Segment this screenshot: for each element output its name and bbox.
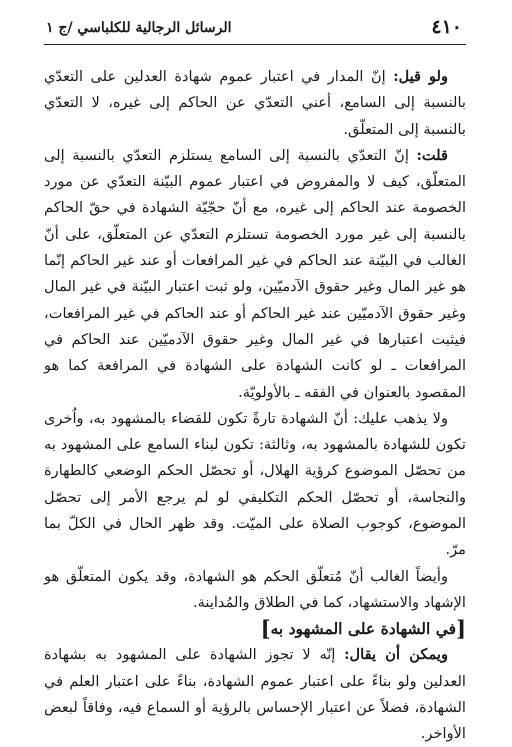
paragraph <box>44 143 466 406</box>
section-heading <box>44 616 466 642</box>
paragraph-lead: ولو قيل: <box>393 68 448 85</box>
header-divider <box>44 44 466 45</box>
paragraph <box>44 406 466 564</box>
running-title: الرسائل الرجالية للكلباسي /ج ١ <box>46 20 232 36</box>
paragraph <box>44 564 466 617</box>
paragraph-text: إنّه لا تجوز الشهادة على المشهود به بشهادة العدلين ولو بناءً على اعتبار عموم الشهادة، بناءً على اعتبار العلم في الشهادة، فضلاً عن اعتبار الإحساس بالرؤية أو السماع فيه، وفاقاً لبعض الأواخر. <box>44 646 466 743</box>
paragraph-text: إنّ المدار في اعتبار عموم شهادة العدلين على التعدّي بالنسبة إلى السامع، أعني التعدّي عن الحاكم إلى غيره، لا التعدّي بالنسبة إلى المتعلّق. <box>44 68 466 138</box>
page-number: ٤١٠ <box>431 16 462 38</box>
body-text <box>44 64 466 747</box>
paragraph-lead: ويمكن أن يقال: <box>344 646 448 664</box>
paragraph-text: ولا يذهب عليك: أنّ الشهادة تارةً تكون للقضاء بالمشهود به، واُخرى تكون للشهادة بالمشهود به، وثالثة: تكون لبناء السامع على المشهود به من تحصّل الموضوع كرؤية الهلال، أو تحصّل الحكم الوضعي كالطهارة والنجاسة، أو تحصّل الحكم التكليفي لو لم يرجع الأمر إلى تحصّل الموضوع، كوجوب الصلاة على الميّت. وقد ظهر الحال في الكلّ بما مرّ. <box>44 409 466 559</box>
paragraph-text: إنّ التعدّي بالنسبة إلى السامع يستلزم التعدّي بالنسبة إلى المتعلّق، كيف لا والمفروض في اعتبار عموم البيّنة التعدّي عن مورد الخصومة عند الحاكم إلى غيره، مع أنّ حجّيّة الشهادة في حقّ الحاكم بالنسبة إلى غير مورد الخصومة تستلزم التعدّي عن المتعلّق، على أنّ الغالب في البيّنة عند الحاكم في غير المرافعات أو عند غير الحاكم إنّما هو غير المال وغير حقوق الآدميّين، ولو ثبت اعتبار البيّنة في غير المال وغير حقوق الآدميّين عند غير الحاكم أو عند الحاكم في غير المرافعات، فيثبت اعتبارها في غير المال وغير حقوق الآدميّين عند الحاكم في المرافعات ـ لو كانت الشهادة على الشهادة في المرافعة كما هو المقصود بالعنوان في الفقه ـ بالأولويّة. <box>44 146 466 401</box>
close-bracket: ] <box>260 616 271 642</box>
open-bracket: [ <box>456 616 466 642</box>
paragraph <box>44 642 466 747</box>
section-heading-text: في الشهادة على المشهود به <box>270 619 457 639</box>
running-header <box>46 14 462 38</box>
paragraph-text: وأيضاً الغالب أنّ مُتعلّق الحكم هو الشهادة، وقد يكون المتعلّق هو الإشهاد والاستشهاد، كما في الطلاق والمُداينة. <box>44 567 466 611</box>
paragraph <box>44 64 466 143</box>
paragraph-lead: قلت: <box>416 146 448 164</box>
